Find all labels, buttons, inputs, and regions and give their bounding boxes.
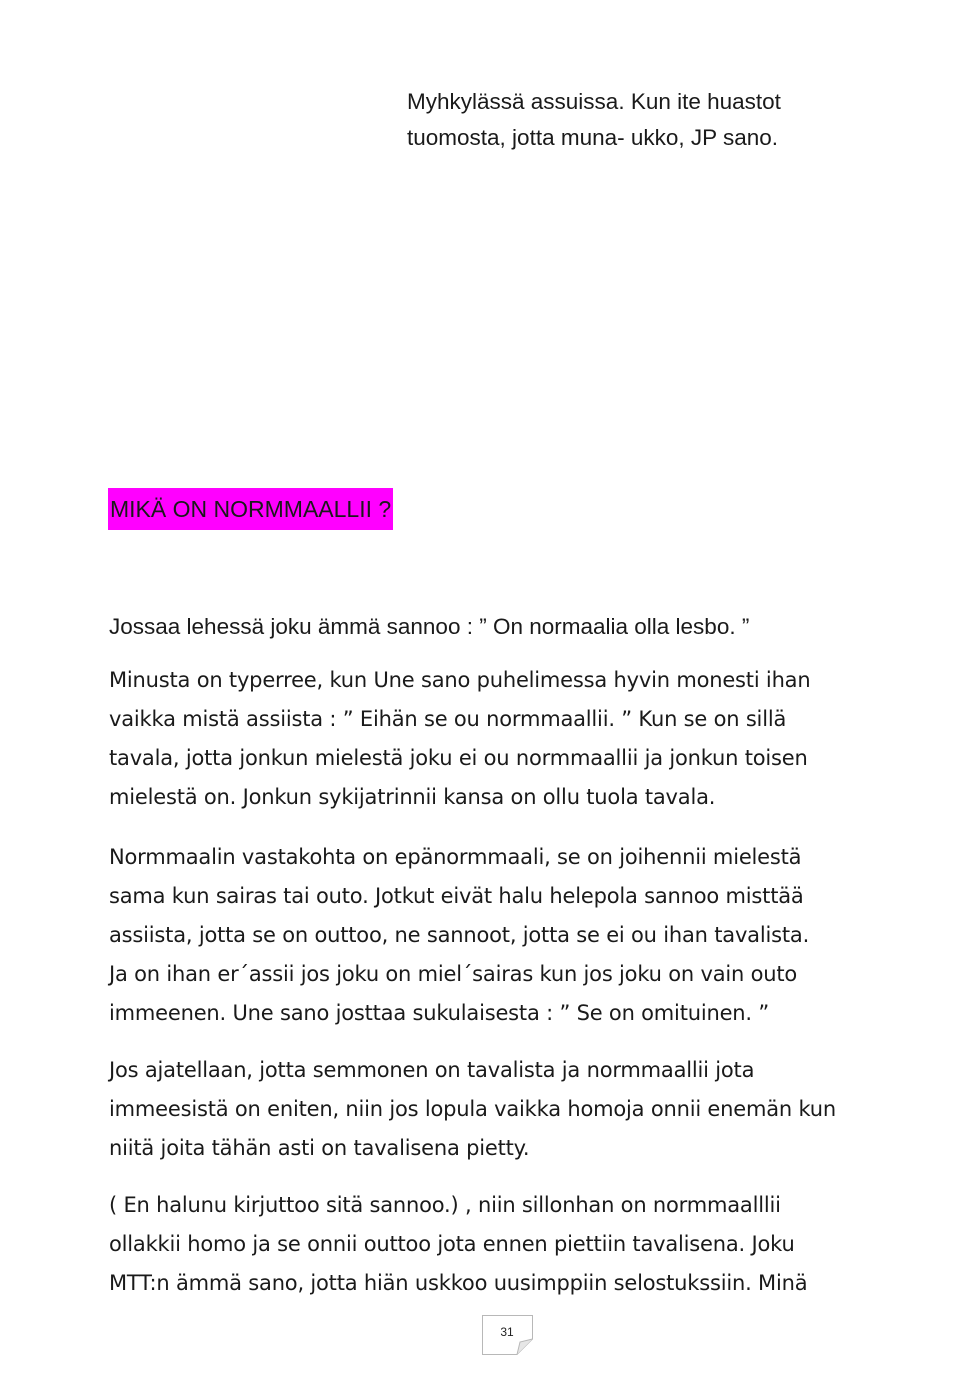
body-line-11: Jos ajatellaan, jotta semmonen on tavalista ja normmaallii jota — [109, 1058, 755, 1082]
body-line-3: vaikka mistä assiista : ” Eihän se ou normmaallii. ” Kun se on sillä — [109, 707, 787, 731]
section-heading: MIKÄ ON NORMMAALLII ? — [108, 488, 393, 530]
intro-line-2: tuomosta, jotta muna- ukko, JP sano. — [407, 125, 779, 150]
page-number: 31 — [500, 1325, 514, 1339]
body-line-2: Minusta on typerree, kun Une sano puhelimessa hyvin monesti ihan — [109, 668, 811, 692]
body-line-12: immeesistä on eniten, niin jos lopula vaikka homoja onnii enemän kun — [109, 1097, 837, 1121]
body-line-6: Normmaalin vastakohta on epänormmaali, se on joihennii mielestä — [109, 845, 802, 869]
body-line-1: Jossaa lehessä joku ämmä sannoo : ” On normaalia olla lesbo. ” — [109, 614, 750, 639]
body-line-4: tavala, jotta jonkun mielestä joku ei ou normmaallii ja jonkun toisen — [109, 746, 808, 770]
body-line-7: sama kun sairas tai outo. Jotkut eivät halu helepola sannoo misttää — [109, 884, 804, 908]
body-line-16: MTT:n ämmä sano, jotta hiän uskkoo uusimppiin selostukssiin. Minä — [109, 1271, 808, 1295]
body-line-13: niitä joita tähän asti on tavalisena pietty. — [109, 1136, 530, 1160]
body-line-8: assiista, jotta se on outtoo, ne sannoot, jotta se ei ou ihan tavalista. — [109, 923, 810, 947]
page-number-box — [482, 1315, 534, 1355]
intro-line-1: Myhkylässä assuissa. Kun ite huastot — [407, 89, 781, 114]
body-line-10: immeenen. Une sano josttaa sukulaisesta : ” Se on omituinen. ” — [109, 1001, 770, 1025]
body-line-15: ollakkii homo ja se onnii outtoo jota ennen piettiin tavalisena. Joku — [109, 1232, 795, 1256]
body-line-9: Ja on ihan er´assii jos joku on miel´sairas kun jos joku on vain outo — [109, 962, 798, 986]
body-line-14: ( En halunu kirjuttoo sitä sannoo.) , niin sillonhan on normmaalllii — [109, 1193, 781, 1217]
body-line-5: mielestä on. Jonkun sykijatrinnii kansa on ollu tuola tavala. — [109, 785, 716, 809]
